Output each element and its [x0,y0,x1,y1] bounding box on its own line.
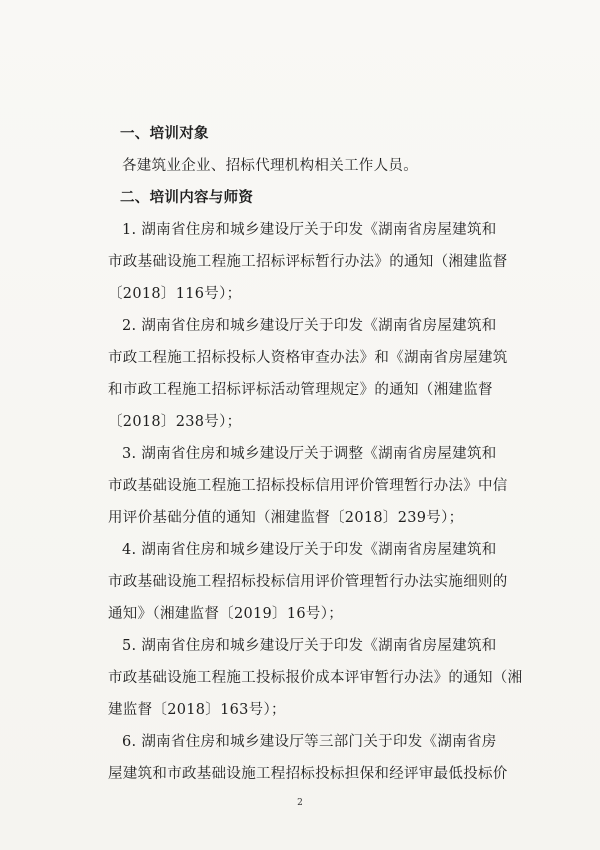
section-heading: 一、培训对象 [120,126,209,142]
paragraph-line: 屋建筑和市政基础设施工程招标投标担保和经评审最低投标价 [108,766,508,782]
paragraph-line: 4. 湖南省住房和城乡建设厅关于印发《湖南省房屋建筑和 [122,542,497,558]
paragraph-line: 2. 湖南省住房和城乡建设厅关于印发《湖南省房屋建筑和 [122,318,497,334]
paragraph-line: 建监督〔2018〕163号）； [108,702,286,718]
document-body [108,118,523,790]
paragraph-line: 市政基础设施工程施工投标报价成本评审暂行办法》的通知（湘 [108,670,523,686]
paragraph-line: 1. 湖南省住房和城乡建设厅关于印发《湖南省房屋建筑和 [122,222,497,238]
paragraph-line: 用评价基础分值的通知（湘建监督〔2018〕239号）； [108,510,464,526]
paragraph-line: 〔2018〕238号）； [108,414,242,430]
paragraph-line: 市政基础设施工程招标投标信用评价管理暂行办法实施细则的 [108,574,508,590]
paragraph-line: 市政基础设施工程施工招标评标暂行办法》的通知（湘建监督 [108,254,508,270]
paragraph-line: 5. 湖南省住房和城乡建设厅关于印发《湖南省房屋建筑和 [122,638,497,654]
page-number: 2 [297,798,303,808]
paragraph-line: 〔2018〕116号）； [108,286,242,302]
paragraph-line: 通知》（湘建监督〔2019〕16号）； [108,606,344,622]
paragraph-line: 6. 湖南省住房和城乡建设厅等三部门关于印发《湖南省房 [122,734,497,750]
paragraph-line: 市政工程施工招标投标人资格审查办法》和《湖南省房屋建筑 [108,350,508,366]
paragraph-line: 和市政工程施工招标评标活动管理规定》的通知（湘建监督 [108,382,493,398]
section-heading: 二、培训内容与师资 [120,190,254,206]
paragraph-line: 各建筑业企业、招标代理机构相关工作人员。 [122,158,418,174]
paragraph-line: 3. 湖南省住房和城乡建设厅关于调整《湖南省房屋建筑和 [122,446,497,462]
paragraph-line: 市政基础设施工程施工招标投标信用评价管理暂行办法》中信 [108,478,508,494]
